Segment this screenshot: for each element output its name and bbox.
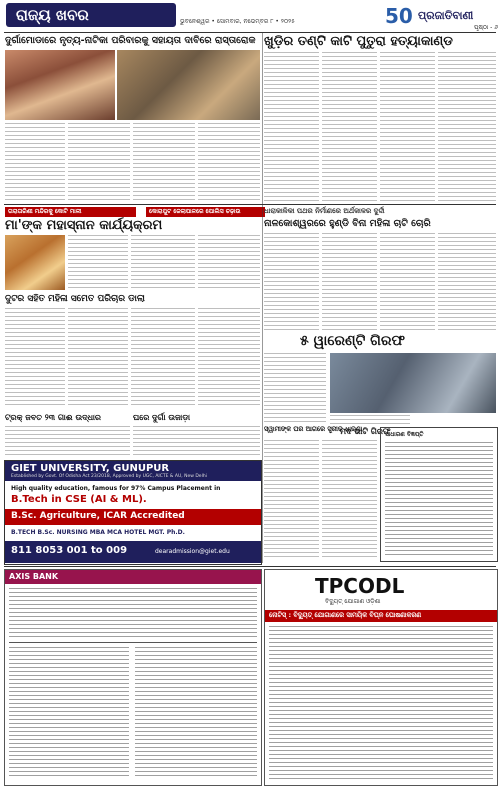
text-column (5, 426, 130, 456)
bottom-rule (4, 566, 496, 567)
headline-warrant: ୫ ୱାରେଣ୍ଟି ଗିରଫ (300, 333, 405, 349)
anniversary-logo (385, 2, 413, 30)
headline-theft: ନାଳକୋଶ୍ୱରରେ ହୁଣ୍ଡି ବିନା ମହିଳା ଚାଟି ଚୋରି (264, 218, 431, 229)
giet-line1: High quality education, famous for 97% Campus Placement in (11, 485, 221, 492)
text-column (438, 233, 496, 333)
tpcodl-notice-text (269, 626, 493, 780)
kicker-construction: ଧାରାକାଳିକା ପଥର ନିର୍ମାଣରେ ଅର୍ଥକାଳର ଦୁର୍ଦ୍ଦୀ (264, 207, 385, 215)
text-column (198, 308, 260, 408)
headline-family: ଦୁଟର ସହିତ ମହିଳା ସମେତ ପରିଚାର ଡାଲା (5, 294, 145, 304)
text-column (322, 233, 377, 333)
date-line: ଭୁବନେଶ୍ୱର • ସୋମବାର, ନଭେମ୍ବର ୮ • ୨୦୨୫ (180, 18, 295, 25)
text-column (264, 440, 319, 560)
anniversary-number: 50 (385, 4, 413, 28)
text-column (330, 415, 410, 425)
text-column (131, 235, 195, 290)
brand-name: ପ୍ରଜାତିବାଣୀ (418, 9, 474, 22)
top-right-headline: ଖୁଡ଼ିର ତଣ୍ଟି କାଟି ପୁତୁରା ହତ୍ୟାକାଣ୍ଡ (264, 34, 453, 49)
giet-subtitle: Established by Govt. Of Odisha Act 23/2018, Approved by UGC, AICTE & AU, New Delhi (11, 474, 207, 479)
headline-truck: ଟ୍ରକ୍‌ ଜବତ ୨୩ ଗାଈ ଉଦ୍ଧାର (5, 413, 101, 422)
text-column (198, 123, 260, 201)
giet-phone[interactable]: 811 8053 001 to 009 (11, 545, 128, 556)
legal-notice-text (385, 442, 493, 557)
text-column (264, 233, 319, 333)
text-column (68, 123, 130, 201)
text-column (380, 233, 435, 333)
text-column (68, 235, 128, 290)
headline-mahasnan: ମା'ଙ୍କ ମହାସ୍ନାନ କାର୍ଯ୍ୟକ୍ରମ (5, 218, 163, 233)
axis-bank-notice (4, 569, 262, 786)
text-column (5, 123, 65, 201)
giet-ad (4, 460, 262, 565)
tpcodl-subtitle: ବିଦ୍ୟୁତ୍ ଯୋଗାଣ ଓଡ଼ିଶା (325, 598, 381, 605)
page-label: ପୃଷ୍ଠା - ୬ (473, 24, 498, 31)
headline-liquor: ମଦ ଭାଟି ଗିରଫ (340, 427, 391, 436)
headline-wife-protest: ସ୍ୱାମୀଙ୍କ ଘର ଆଗରେ ସ୍ତ୍ରୀର ଧାରଣା (264, 425, 363, 433)
tpcodl-logo: TPCODL (315, 574, 405, 598)
top-left-headline: ଦୁର୍ଗାମୋଡାରେ ନୃତ୍ୟ-ନାଟିକା ପରିବାରକୁ ସହାୟତା ଦାବିରେ ରାସ୍ତାରୋକ (5, 35, 256, 46)
text-column (322, 52, 377, 202)
giet-courses: B.TECH B.Sc. NURSING MBA MCA HOTEL MGT. Ph.D. (11, 529, 185, 536)
text-column (133, 426, 260, 456)
text-column (198, 235, 260, 290)
text-column (131, 308, 195, 408)
story-photo-protest (117, 50, 260, 120)
section-rule (4, 204, 496, 205)
text-column (438, 52, 496, 202)
tpcodl-notice-title: ନୋଟିସ୍ : ବିଦ୍ୟୁତ୍ ଯୋଗାଣରେ ସାମୟିକ ବିଘ୍ନ ଘୋଷଣାକରଣ (269, 611, 422, 619)
axis-bank-logo: AXIS BANK (9, 572, 59, 581)
axis-notice-text (9, 588, 257, 638)
axis-table (9, 642, 257, 783)
story-photo-crowd (5, 50, 115, 120)
giet-line3: B.Sc. Agriculture, ICAR Accredited (11, 511, 185, 521)
section-banner (6, 3, 176, 27)
text-column (5, 308, 65, 408)
tpcodl-notice (264, 569, 498, 786)
text-column (68, 308, 128, 408)
text-column (133, 123, 195, 201)
text-column (380, 52, 435, 202)
axis-table-col (135, 647, 257, 777)
kicker-temple: ତାରାତାରିଣୀ ମନ୍ଦିରକୁ କୋଟି ମାଳୀ (5, 207, 136, 217)
story-photo-arrest (330, 353, 496, 413)
headline-durga: ଘରେ ଦୁର୍ଗା ଉଜାଡ଼ା (133, 413, 191, 422)
giet-title: GIET UNIVERSITY, GUNUPUR (11, 463, 170, 474)
text-column (264, 52, 319, 202)
text-column (322, 440, 377, 560)
kicker-police: କୋରାପୁଟ ଜେଲାପାଳରେ ପୋଲିସ ଚଢ଼ାଉ (146, 207, 265, 217)
column-rule (262, 33, 263, 563)
giet-email[interactable]: dearadmission@giet.edu (155, 548, 230, 555)
section-title: ରାଜ୍ୟ ଖବର (16, 6, 89, 24)
axis-table-col (9, 647, 129, 777)
giet-line2: B.Tech in CSE (AI & ML). (11, 494, 147, 505)
legal-notice-title: ସାଧାରଣ ବିଜ୍ଞପ୍ତି (385, 431, 424, 438)
legal-notice (380, 427, 498, 562)
story-photo-deity (5, 235, 65, 290)
masthead-rule (4, 32, 496, 33)
text-column (264, 353, 326, 423)
